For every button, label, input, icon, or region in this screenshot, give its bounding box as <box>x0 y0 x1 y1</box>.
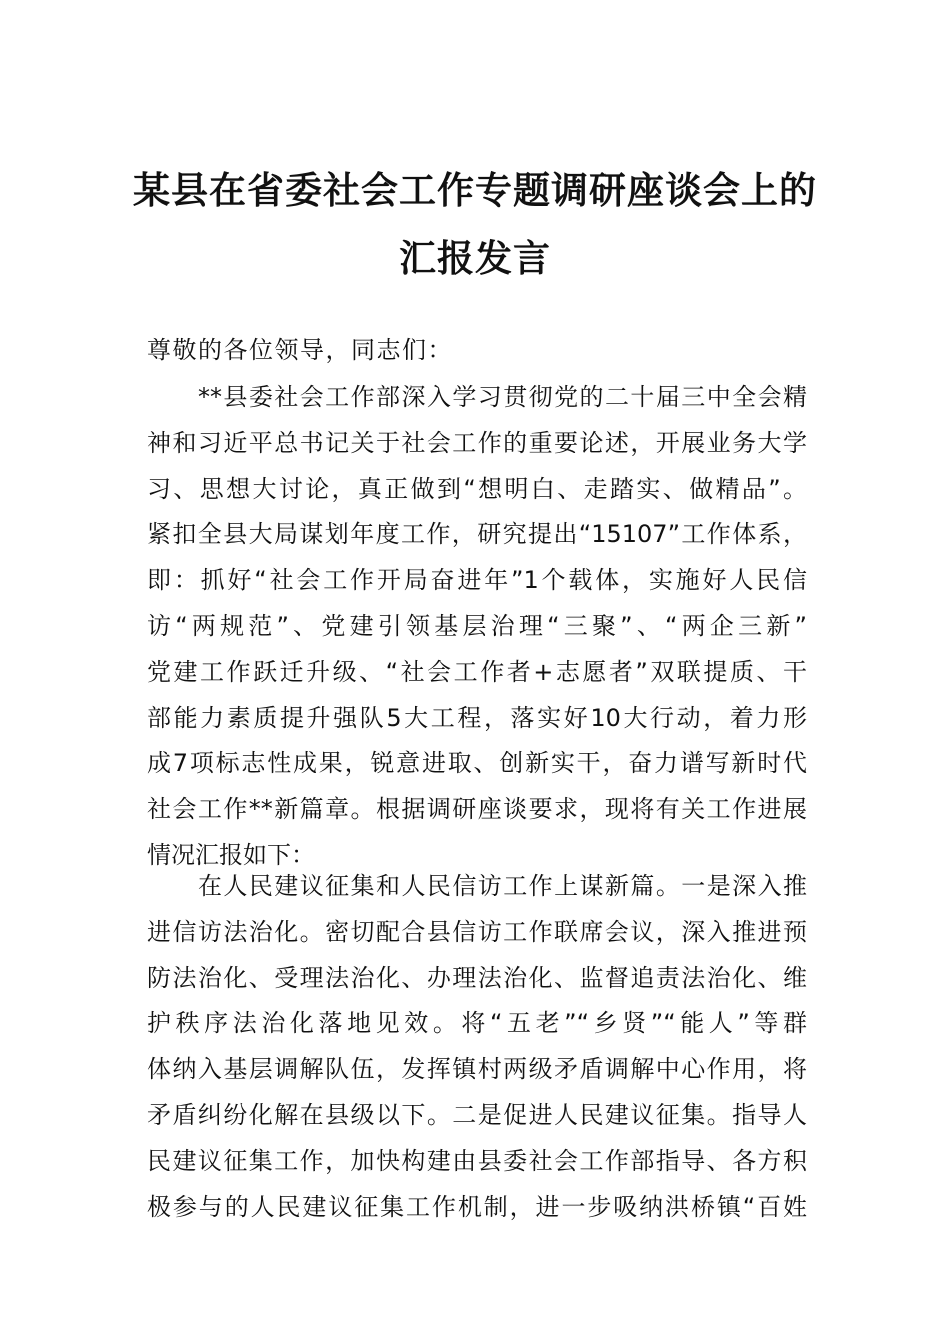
paragraph-line: 护秩序法治化落地见效。将“五老”“乡贤”“能人”等群 <box>147 1009 807 1038</box>
paragraph-line: 民建议征集工作，加快构建由县委社会工作部指导、各方积 <box>147 1146 807 1175</box>
paragraph-line: 成7项标志性成果，锐意进取、创新实干，奋力谱写新时代 <box>147 749 807 778</box>
paragraph-line: 即：抓好“社会工作开局奋进年”1个载体，实施好人民信 <box>147 566 807 595</box>
paragraph-line: 体纳入基层调解队伍，发挥镇村两级矛盾调解中心作用，将 <box>147 1055 807 1084</box>
paragraph-line: 习、思想大讨论，真正做到“想明白、走踏实、做精品”。 <box>147 474 807 503</box>
paragraph-line: 部能力素质提升强队5大工程，落实好10大行动，着力形 <box>147 703 807 732</box>
paragraph-line: 矛盾纠纷化解在县级以下。二是促进人民建议征集。指导人 <box>147 1100 807 1129</box>
paragraph-line: 党建工作跃迁升级、“社会工作者+志愿者”双联提质、干 <box>147 657 807 686</box>
paragraph-line: 社会工作**新篇章。根据调研座谈要求，现将有关工作进展 <box>147 795 807 824</box>
paragraph-line: 情况汇报如下： <box>147 840 315 869</box>
paragraph-line: 防法治化、受理法治化、办理法治化、监督追责法治化、维 <box>147 963 807 992</box>
paragraph-line: 神和习近平总书记关于社会工作的重要论述，开展业务大学 <box>147 428 807 457</box>
paragraph-line: 紧扣全县大局谋划年度工作，研究提出“15107”工作体系， <box>147 520 807 549</box>
salutation: 尊敬的各位领导，同志们： <box>147 336 453 364</box>
document-title-line-1: 某县在省委社会工作专题调研座谈会上的 <box>133 168 817 212</box>
paragraph-line: 访“两规范”、党建引领基层治理“三聚”、“两企三新” <box>147 611 807 640</box>
paragraph-line: 在人民建议征集和人民信访工作上谋新篇。一是深入推 <box>198 872 807 900</box>
paragraph-line: 极参与的人民建议征集工作机制，进一步吸纳洪桥镇“百姓 <box>147 1192 807 1221</box>
paragraph-line: **县委社会工作部深入学习贯彻党的二十届三中全会精 <box>198 383 807 411</box>
document-title-line-2: 汇报发言 <box>399 236 551 280</box>
paragraph-line: 进信访法治化。密切配合县信访工作联席会议，深入推进预 <box>147 917 807 946</box>
paragraph-2 <box>147 864 807 1230</box>
paragraph-1 <box>147 375 807 879</box>
